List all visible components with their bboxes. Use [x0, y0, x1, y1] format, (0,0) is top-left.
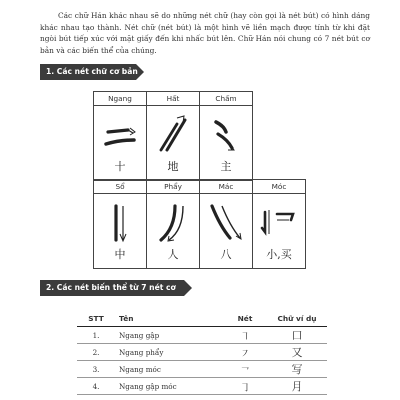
header-stroke: Nét	[223, 311, 267, 327]
stroke-name-hat: Hất	[166, 94, 180, 103]
row-example: 口	[267, 327, 327, 344]
row-name: Ngang gập	[115, 327, 223, 344]
header-name: Tên	[115, 311, 223, 327]
section2-banner	[40, 280, 192, 308]
row-name: Ngang phẩy	[115, 344, 223, 361]
table-row	[77, 361, 327, 378]
basic-strokes-table-2	[93, 179, 306, 269]
row-stt: 2.	[77, 344, 115, 361]
hat-stroke-icon	[147, 106, 199, 160]
ngang-stroke-icon	[94, 106, 146, 160]
row-example: 又	[267, 344, 327, 361]
section1-banner	[40, 64, 144, 80]
header-stt: STT	[77, 311, 115, 327]
row-example: 月	[267, 378, 327, 395]
stroke-example-cham: 主	[220, 160, 232, 173]
header-example: Chữ ví dụ	[267, 311, 327, 327]
stroke-example-phay: 人	[167, 248, 179, 261]
intro-paragraph: Các chữ Hán khác nhau sẽ do những nét chữ (hay còn gọi là nét bút) có hình dáng khác nhau tạo thành. Nét chữ (nét bút) là một hình vẽ liền mạch được tính từ khi đặt ngòi bút tiếp xúc với mặt giấy đến khi nhấc bút lên. Chữ Hán nói chung có 7 nét bút cơ bản và các biến thể của chúng.	[40, 11, 370, 55]
mac-stroke-icon	[200, 194, 252, 248]
row-stt: 3.	[77, 361, 115, 378]
stroke-name-ngang: Ngang	[108, 94, 132, 103]
basic-strokes-table-1	[93, 91, 253, 181]
row-name: Ngang móc	[115, 361, 223, 378]
cham-stroke-icon	[200, 106, 252, 160]
row-stt: 1.	[77, 327, 115, 344]
section1-title: 1. Các nét chữ cơ bản	[46, 67, 138, 76]
stroke-example-moc: 小,买	[266, 248, 292, 261]
moc-stroke-icon	[253, 194, 305, 248]
stroke-name-so: Sổ	[115, 182, 125, 191]
stroke-name-moc: Móc	[271, 182, 287, 191]
row-example: 写	[267, 361, 327, 378]
variants-table	[77, 311, 327, 395]
table-row	[77, 327, 327, 344]
row-stroke: ㇆	[223, 378, 267, 395]
stroke-name-phay: Phẩy	[164, 182, 182, 191]
stroke-example-mac: 八	[220, 248, 232, 261]
table-row	[77, 378, 327, 395]
stroke-example-ngang: 十	[114, 160, 126, 173]
row-stroke: ㇖	[223, 361, 267, 378]
stroke-name-cham: Chấm	[215, 94, 237, 103]
phay-stroke-icon	[147, 194, 199, 248]
row-stroke: ㇕	[223, 327, 267, 344]
table-row	[77, 344, 327, 361]
row-stroke: ㇇	[223, 344, 267, 361]
stroke-example-hat: 地	[167, 160, 179, 173]
row-name: Ngang gập móc	[115, 378, 223, 395]
section2-title: 2. Các nét biến thể từ 7 nét cơ bản	[46, 283, 176, 308]
so-stroke-icon	[94, 194, 146, 248]
stroke-example-so: 中	[114, 248, 126, 261]
row-stt: 4.	[77, 378, 115, 395]
variants-header-row	[77, 311, 327, 327]
stroke-name-mac: Mác	[218, 182, 234, 191]
